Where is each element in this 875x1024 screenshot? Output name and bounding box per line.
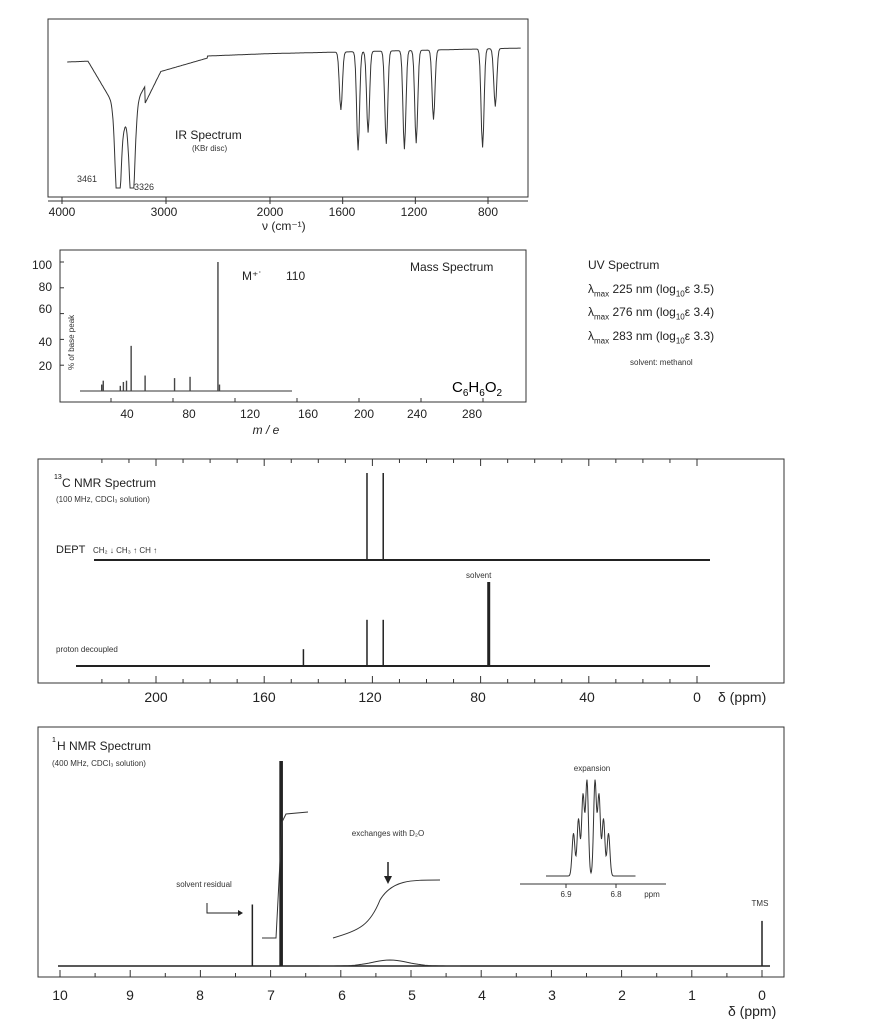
ir-tick-label: 2000	[256, 205, 284, 219]
c13-title: C NMR Spectrum	[62, 476, 157, 490]
oh-integral	[333, 880, 440, 938]
c13-xlabel: δ (ppm)	[718, 689, 767, 705]
h1-broad-peak	[320, 960, 460, 966]
c13-tick-label: 120	[358, 689, 382, 705]
uv-title: UV Spectrum	[588, 258, 660, 272]
expansion-trace	[546, 780, 636, 876]
c13-subtitle: (100 MHz, CDCl₃ solution)	[56, 495, 150, 504]
ir-xlabel: ν (cm⁻¹)	[262, 219, 306, 233]
h1-tick-label: 0	[758, 987, 766, 1003]
dept-legend: CH₂ ↓ CH₃ ↑ CH ↑	[93, 546, 158, 555]
ms-title: Mass Spectrum	[410, 260, 494, 274]
uv-loge: ε 3.3)	[684, 328, 715, 343]
ms-xtick-label: 240	[406, 407, 428, 421]
tms-label: TMS	[751, 899, 769, 908]
h1-tick-label: 10	[52, 987, 68, 1003]
c13-frame	[38, 459, 784, 683]
arrowhead-icon	[238, 910, 243, 916]
ms-molecular-ion-value: 110	[286, 269, 306, 283]
h1-tick-label: 4	[478, 987, 486, 1003]
ms-xtick-label: 160	[297, 407, 319, 421]
ir-peak-label: 3326	[134, 182, 155, 192]
ir-frame	[48, 19, 528, 197]
uv-panel	[588, 256, 714, 372]
c13-panel	[38, 459, 784, 705]
ms-xlabel: m / e	[252, 423, 280, 437]
ir-trace	[67, 48, 521, 188]
h1-tick-label: 8	[196, 987, 204, 1003]
uv-nm: 276 nm	[612, 305, 653, 320]
h1-tick-label: 2	[618, 987, 626, 1003]
h1-tick-label: 3	[548, 987, 556, 1003]
expansion-tick-label: 6.8	[610, 890, 622, 899]
ir-tick-label: 800	[477, 205, 499, 219]
ir-peak-label: 3461	[77, 174, 98, 184]
ms-ytick-label: 40	[38, 335, 52, 349]
exchange-note: exchanges with D₂O	[351, 829, 425, 838]
h1-tick-label: 5	[408, 987, 416, 1003]
uv-nm: 225 nm	[612, 282, 653, 296]
ms-xtick-label: 80	[182, 407, 196, 421]
c13-tick-label: 0	[693, 689, 701, 705]
expansion-label: expansion	[573, 764, 611, 773]
ms-ylabel: % of base peak	[67, 314, 76, 370]
ms-xtick-label: 120	[239, 407, 261, 421]
ms-xtick-label: 200	[353, 407, 375, 421]
uv-row: $\lambda_{max}$ 276 nm ($\log_{10}\varepsilon$ 3.4)	[588, 305, 715, 322]
uv-loge: ε 3.4)	[684, 305, 715, 320]
c13-solvent-label: solvent	[466, 571, 492, 580]
ir-panel	[48, 19, 528, 233]
uv-row: $\lambda_{max}$ 283 nm ($\log_{10}\varepsilon$ 3.3)	[588, 328, 715, 346]
ir-tick-label: 3000	[150, 205, 178, 219]
ir-tick-label: 1200	[400, 205, 428, 219]
c13-tick-label: 200	[144, 689, 168, 705]
c13-tick-label: 80	[470, 689, 486, 705]
uv-nm: 283 nm	[612, 328, 653, 343]
ms-formula: $C_6H_6O_2$	[452, 379, 503, 399]
h1-tick-label: 1	[688, 987, 696, 1003]
ir-title: IR Spectrum	[175, 128, 242, 142]
uv-row: $\lambda_{max}$ 225 nm ($\log_{10}\varepsilon$ 3.5)	[588, 282, 715, 299]
arrowhead-icon	[384, 876, 392, 884]
h1-title-sup: 1	[52, 737, 56, 744]
h1-tick-label: 6	[338, 987, 346, 1003]
h1-xlabel: δ (ppm)	[728, 1003, 777, 1019]
c13-title-sup: 13	[54, 474, 62, 481]
ms-ytick-label: 20	[38, 359, 52, 373]
ir-tick-label: 4000	[48, 205, 76, 219]
h1-frame	[38, 727, 784, 977]
ms-panel	[32, 250, 526, 437]
decoupled-label: proton decoupled	[56, 645, 118, 654]
h1-tick-label: 9	[126, 987, 134, 1003]
ir-tick-label: 1600	[328, 205, 356, 219]
h1-tick-label: 7	[267, 987, 275, 1003]
h1-title: H NMR Spectrum	[57, 739, 152, 753]
c13-tick-label: 40	[579, 689, 595, 705]
solvent-residual-arrow	[207, 903, 238, 913]
h1-panel	[38, 727, 784, 1019]
c13-tick-label: 160	[252, 689, 276, 705]
ms-ytick-label: 60	[38, 302, 52, 316]
ms-ytick-label: 80	[38, 280, 52, 294]
h1-subtitle: (400 MHz, CDCl₃ solution)	[52, 759, 146, 768]
ms-molecular-ion-label: M⁺˙	[242, 269, 263, 283]
solvent-residual-label: solvent residual	[176, 880, 232, 889]
ms-xtick-label: 280	[461, 407, 483, 421]
aromatic-integral	[262, 812, 308, 938]
expansion-tick-label: 6.9	[560, 890, 572, 899]
ir-subtitle: (KBr disc)	[192, 144, 228, 153]
ms-xtick-label: 40	[120, 407, 134, 421]
expansion-tick-label: ppm	[644, 890, 660, 899]
dept-label: DEPT	[56, 544, 86, 556]
ms-ytick-label: 100	[31, 258, 52, 272]
uv-solvent: solvent: methanol	[630, 358, 693, 368]
uv-loge: ε 3.5)	[684, 282, 715, 296]
